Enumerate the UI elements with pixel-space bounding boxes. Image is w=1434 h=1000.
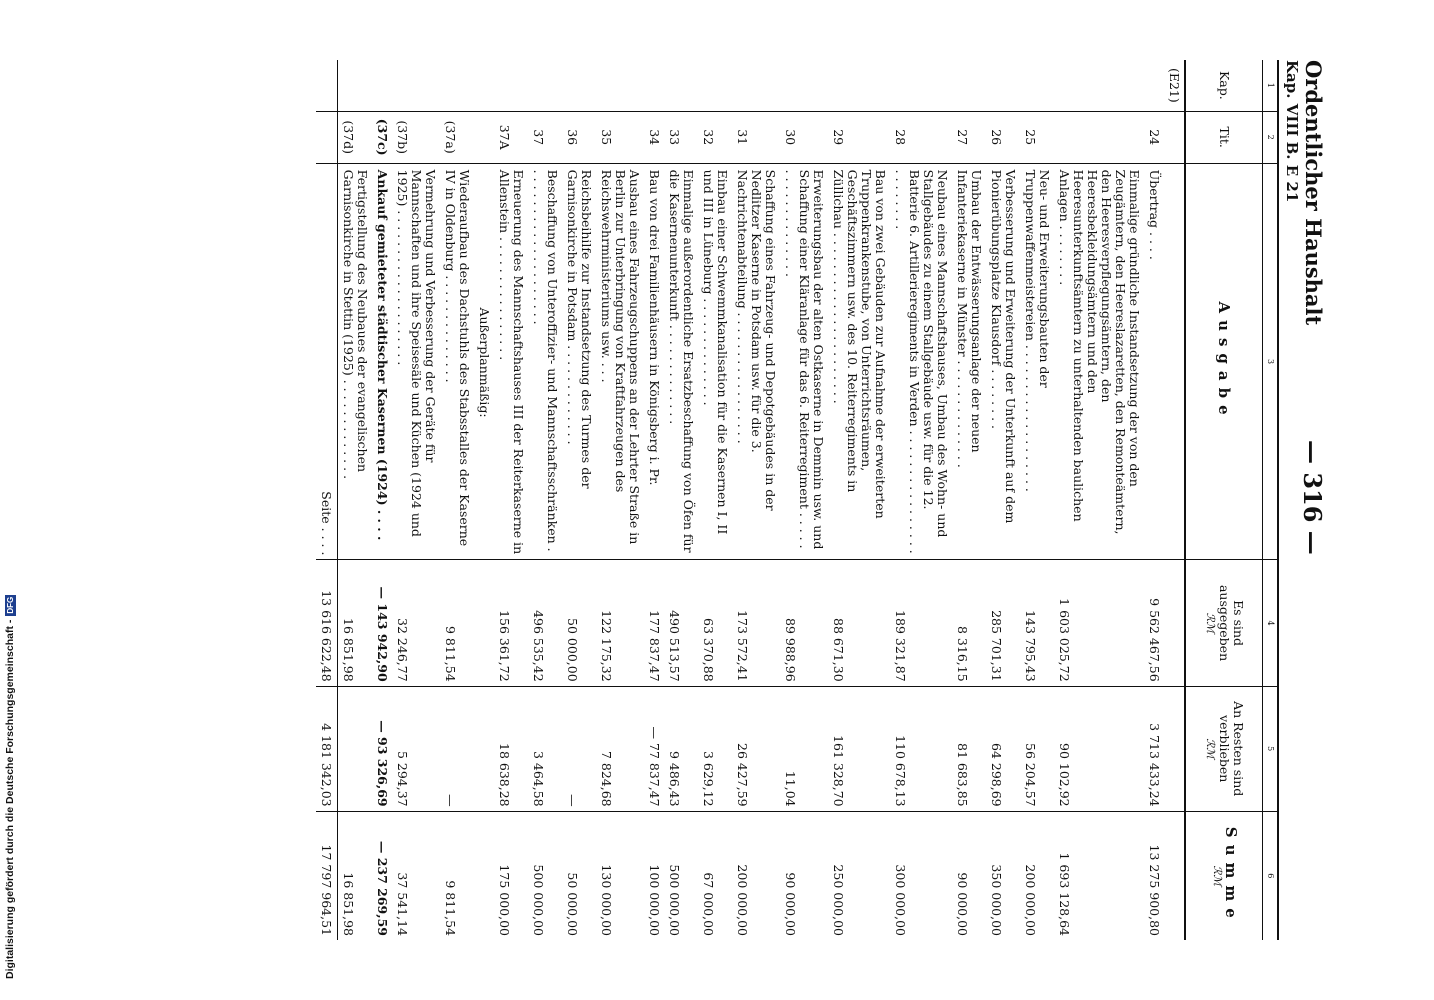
row-rest <box>1164 686 1185 811</box>
table-row <box>828 60 890 940</box>
header-tit: Tit. <box>1185 111 1263 163</box>
row-sum: 9 811,54 <box>440 811 474 940</box>
row-tit: 26 <box>986 111 1020 163</box>
row-description: Übertrag . . . . <box>1144 163 1164 560</box>
row-description: Einbau einer Schwemmkanalisation für die Kasernen I, II und III in Lüneburg . . . . . . . . . . . . . . <box>698 163 732 560</box>
row-rest: 56 204,57 <box>1020 686 1054 811</box>
row-tit: 30 <box>780 111 828 163</box>
header-spent-label: Es sind ausgegeben <box>1217 584 1246 662</box>
row-sum: — 237 269,59 <box>372 811 392 940</box>
row-rest: 81 683,85 <box>952 686 986 811</box>
row-tit: (37d) <box>338 111 373 163</box>
row-sum: 17 797 964,51 <box>316 811 338 940</box>
row-description: Wiederaufbau des Dachstuhls des Stabsstalles der Kaserne IV in Oldenburg . . . . . . . . . . . . . . <box>440 163 474 560</box>
column-number-row <box>1263 60 1279 940</box>
row-description: Schaffung eines Fahrzeug- und Depotgebäudes in der Nedlitzer Kaserne in Potsdam usw. für die 3. Nachrichtenabteilung . . . . . . . . . . . . . . . . . <box>732 163 780 560</box>
column-header-row <box>1185 60 1263 940</box>
row-description: Bau von drei Familienhäusern in Königsberg i. Pr. <box>644 163 664 560</box>
row-description: Ankauf gemieteter städtischer Kasernen (1924) . . . . <box>372 163 392 560</box>
row-spent: 9 562 467,56 <box>1144 560 1164 686</box>
row-spent: 8 316,15 <box>952 560 986 686</box>
row-kap <box>440 60 474 111</box>
row-spent: 89 988,96 <box>780 560 828 686</box>
row-sum <box>474 811 494 940</box>
row-rest: 161 328,70 <box>828 686 890 811</box>
header-sum-label: Summe <box>1222 826 1240 925</box>
row-tit <box>1054 111 1144 163</box>
table-body <box>316 60 1185 940</box>
column-number: 3 <box>1263 163 1279 560</box>
header-spent <box>1185 560 1263 686</box>
row-sum: 200 000,00 <box>1020 811 1054 940</box>
row-spent: 32 246,77 <box>392 560 440 686</box>
row-tit <box>1164 111 1185 163</box>
row-description: Außerplanmäßig: <box>474 163 494 560</box>
row-rest: 3 464,58 <box>528 686 562 811</box>
row-tit: 25 <box>1020 111 1054 163</box>
row-kap <box>528 60 562 111</box>
row-sum: 1 693 128,64 <box>1054 811 1144 940</box>
header-left <box>1283 60 1325 325</box>
row-description: Ausbau eines Fahrzeugschuppens an der Lehrter Straße in Berlin zur Unterbringung von Kraftfahrzeugen des Reichswehrministeriums usw. . . . <box>596 163 644 560</box>
row-kap <box>664 60 698 111</box>
row-tit <box>316 111 338 163</box>
row-rest: — <box>440 686 474 811</box>
row-sum: 13 275 900,80 <box>1144 811 1164 940</box>
row-rest: 26 427,59 <box>732 686 780 811</box>
row-spent: 156 361,72 <box>494 560 528 686</box>
row-spent: 9 811,54 <box>440 560 474 686</box>
table-row <box>1054 60 1144 940</box>
page-number: — 316 — <box>1298 440 1327 555</box>
unit-label: ℛℳ <box>1204 738 1217 759</box>
row-kap <box>338 60 373 111</box>
row-tit: 32 <box>698 111 732 163</box>
row-spent <box>1164 560 1185 686</box>
row-rest: 110 678,13 <box>890 686 952 811</box>
column-number: 2 <box>1263 111 1279 163</box>
row-description: Seite . . . . <box>316 163 338 560</box>
table-row <box>698 60 732 940</box>
row-tit: 35 <box>596 111 644 163</box>
table-row <box>1164 60 1185 940</box>
table-row <box>644 60 664 940</box>
row-rest: 18 638,28 <box>494 686 528 811</box>
row-kap <box>494 60 528 111</box>
row-kap <box>890 60 952 111</box>
row-tit: 24 <box>1144 111 1164 163</box>
row-spent: 143 795,43 <box>1020 560 1054 686</box>
row-description: Neu- und Erweiterungsbauten der Truppenwaffenmeistereien . . . . . . . . . . . . . . . . . . . <box>1020 163 1054 560</box>
header-rest-label: An Resten sind verblieben <box>1217 701 1246 797</box>
table-row <box>494 60 528 940</box>
row-description: Vermehrung und Verbesserung der Geräte für Mannschaften und ihre Speisesäle und Küchen (1924 und 1925) . . . . . . . . . . . . . . . . . . . . <box>392 163 440 560</box>
row-sum: 90 000,00 <box>780 811 828 940</box>
row-tit: (37c) <box>372 111 392 163</box>
row-kap <box>1020 60 1054 111</box>
row-sum: 500 000,00 <box>664 811 698 940</box>
row-sum: 67 000,00 <box>698 811 732 940</box>
row-tit: (37a) <box>440 111 474 163</box>
row-description: Beschaffung von Unteroffizier- und Mannschaftsschränken . . . . . . . . . . . . . . . . . . . . . <box>528 163 562 560</box>
row-kap <box>732 60 780 111</box>
row-tit: (37b) <box>392 111 440 163</box>
row-rest: 5 294,37 <box>392 686 440 811</box>
row-sum <box>1164 811 1185 940</box>
table-row <box>474 60 494 940</box>
row-kap <box>952 60 986 111</box>
row-spent: 496 535,42 <box>528 560 562 686</box>
row-rest: 90 102,92 <box>1054 686 1144 811</box>
row-sum: 90 000,00 <box>952 811 986 940</box>
table-row <box>986 60 1020 940</box>
table-row <box>392 60 440 940</box>
table-row <box>1144 60 1164 940</box>
row-description: Reichsbeihilfe zur Instandsetzung des Turmes der Garnisonkirche in Potsdam . . . . . . . . . . . . . <box>562 163 596 560</box>
row-kap <box>596 60 644 111</box>
table-row <box>316 60 338 940</box>
table-row <box>1020 60 1054 940</box>
unit-label: ℛℳ <box>1211 865 1224 887</box>
row-kap <box>698 60 732 111</box>
row-spent: 50 000,00 <box>562 560 596 686</box>
row-spent: 1 603 025,72 <box>1054 560 1144 686</box>
row-description: Bau von zwei Gebäuden zur Aufnahme der erweiterten Truppenkrankenstube, von Unterrichtsräumen, Geschäftszimmern usw. des 10. Reiterregiments in Züllichau . . . . . . . . . . . . . . . . . . . . . . <box>828 163 890 560</box>
row-tit: 34 <box>644 111 664 163</box>
row-tit: 31 <box>732 111 780 163</box>
row-tit: 33 <box>664 111 698 163</box>
table-row <box>664 60 698 940</box>
row-kap <box>644 60 664 111</box>
row-description: Einmalige außerordentliche Ersatzbeschaffung von Öfen für die Kasernenunterkunft . . . . . . . . . . . . . <box>664 163 698 560</box>
row-rest: 9 486,43 <box>664 686 698 811</box>
row-sum: 500 000,00 <box>528 811 562 940</box>
header-kap: Kap. <box>1185 60 1263 111</box>
header-rest <box>1185 686 1263 811</box>
page-header <box>1285 60 1325 940</box>
row-spent: 122 175,32 <box>596 560 644 686</box>
dfg-logo-badge: DFG <box>5 596 15 614</box>
footer-text: Digitalisierung gefördert durch die Deutsche Forschungsgemeinschaft - <box>4 619 16 979</box>
row-spent: 13 616 622,48 <box>316 560 338 686</box>
row-spent: 285 701,31 <box>986 560 1020 686</box>
row-sum: 250 000,00 <box>828 811 890 940</box>
row-kap <box>474 60 494 111</box>
row-description: Fertigstellung des Neubaues der evangelischen Garnisonkirche in Stettin (1925) . . . . . . . . . . . . . <box>338 163 373 560</box>
budget-table <box>316 60 1279 940</box>
unit-label: ℛℳ <box>1204 612 1217 634</box>
row-description: Erneuerung des Mannschaftshauses III der Reiterkaserne in Allenstein . . . . . . . . . . . . . . . . <box>494 163 528 560</box>
row-kap <box>372 60 392 111</box>
table-row <box>372 60 392 940</box>
row-description: Neubau eines Mannschaftshauses, Umbau des Wohn- und Stallgebäudes zu einem Stallgebäude usw. für die 12. Batterie 6. Artillerieregiments in Verden . . . . . . . . . . . . . . . . . . . . . . . . <box>890 163 952 560</box>
row-spent: 16 851,98 <box>338 560 373 686</box>
row-spent <box>474 560 494 686</box>
row-sum: 130 000,00 <box>596 811 644 940</box>
row-description: Einmalige gründliche Instandsetzung der von den Zeugämtern, den Heereslazaretten, den Remonteämtern, den Heeresverpflegungsämtern, den Heeresbekleidungsämtern und den Heeresunterkunftsämtern zu unterhaltenden baulichen Anlagen . . . . . . . . <box>1054 163 1144 560</box>
row-description: Umbau der Entwässerungsanlage der neuen Infanteriekaserne in Münster . . . . . . . . . . . . . . <box>952 163 986 560</box>
row-rest: — 93 326,69 <box>372 686 392 811</box>
row-rest: 64 298,69 <box>986 686 1020 811</box>
row-spent: 63 370,88 <box>698 560 732 686</box>
row-tit: 36 <box>562 111 596 163</box>
header-ausgabe-label: Ausgabe <box>1215 301 1234 422</box>
row-kap <box>1144 60 1164 111</box>
row-kap <box>562 60 596 111</box>
row-sum: 37 541,14 <box>392 811 440 940</box>
row-sum: 300 000,00 <box>890 811 952 940</box>
table-row <box>440 60 474 940</box>
table-row <box>732 60 780 940</box>
row-kap <box>1054 60 1144 111</box>
table-row <box>338 60 373 940</box>
row-sum: 50 000,00 <box>562 811 596 940</box>
rotated-ledger-page <box>97 60 1337 940</box>
table-row <box>890 60 952 940</box>
row-rest: 4 181 342,03 <box>316 686 338 811</box>
row-kap <box>986 60 1020 111</box>
row-rest: 3 713 433,24 <box>1144 686 1164 811</box>
row-spent: 88 671,30 <box>828 560 890 686</box>
header-ausgabe <box>1185 163 1263 560</box>
row-tit: 29 <box>828 111 890 163</box>
header-title: Ordentlicher Haushalt <box>1301 60 1326 326</box>
row-spent: 189 321,87 <box>890 560 952 686</box>
row-description: Verbesserung und Erweiterung der Unterkunft auf dem Pionierübungsplatze Klausdorf . . . . . . . . <box>986 163 1020 560</box>
row-tit: 37 <box>528 111 562 163</box>
row-tit: 28 <box>890 111 952 163</box>
row-kap: (E21) <box>1167 67 1182 103</box>
row-tit: 37A <box>494 111 528 163</box>
column-number: 4 <box>1263 560 1279 686</box>
row-kap <box>828 60 890 111</box>
row-description <box>1164 163 1185 560</box>
table-row <box>528 60 562 940</box>
row-rest: — <box>562 686 596 811</box>
table-row <box>952 60 986 940</box>
table-row <box>596 60 644 940</box>
column-number: 6 <box>1263 811 1279 940</box>
row-kap <box>316 60 338 111</box>
row-rest <box>338 686 373 811</box>
row-rest: — 77 837,47 <box>644 686 664 811</box>
row-spent: 173 572,41 <box>732 560 780 686</box>
column-number: 5 <box>1263 686 1279 811</box>
row-kap <box>392 60 440 111</box>
row-spent: 490 513,57 <box>664 560 698 686</box>
row-tit: 27 <box>952 111 986 163</box>
row-sum: 16 851,98 <box>338 811 373 940</box>
row-sum: 350 000,00 <box>986 811 1020 940</box>
row-spent: 177 837,47 <box>644 560 664 686</box>
row-description: Erweiterungsbau der alten Ostkaserne in Demmin usw. und Schaffung einer Kläranlage für das 6. Reiterregiment . . . . . . . . . . . . . . . . . . . <box>780 163 828 560</box>
row-rest <box>474 686 494 811</box>
header-sum <box>1185 811 1263 940</box>
table-row <box>562 60 596 940</box>
table-row <box>780 60 828 940</box>
row-rest: 3 629,12 <box>698 686 732 811</box>
header-subtitle: Kap. VIII B. E 21 <box>1283 60 1301 203</box>
row-sum: 200 000,00 <box>732 811 780 940</box>
row-tit <box>474 111 494 163</box>
row-rest: 7 824,68 <box>596 686 644 811</box>
row-kap <box>780 60 828 111</box>
row-rest: 11,04 <box>780 686 828 811</box>
row-spent: — 143 942,90 <box>372 560 392 686</box>
row-sum: 100 000,00 <box>644 811 664 940</box>
row-sum: 175 000,00 <box>494 811 528 940</box>
column-number: 1 <box>1263 60 1279 111</box>
